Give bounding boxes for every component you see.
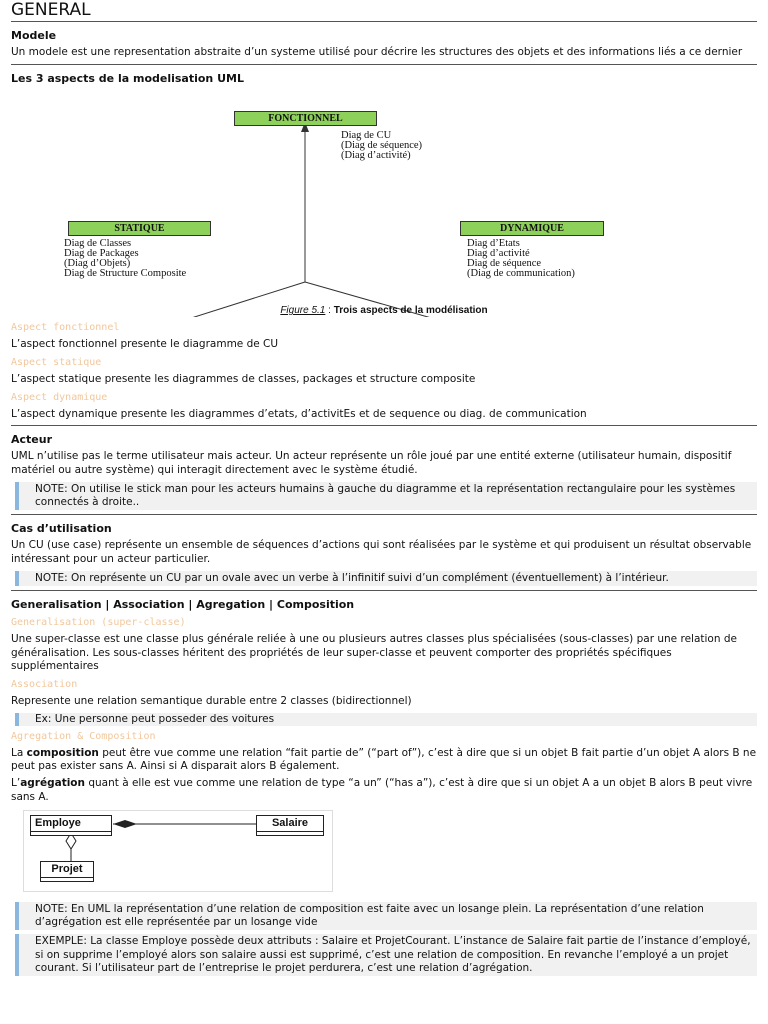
diagram-connectors bbox=[0, 89, 768, 317]
association-text: Represente une relation semantique durable entre 2 classes (bidirectionnel) bbox=[11, 694, 412, 707]
dynamique-item: Diag de séquence bbox=[467, 258, 542, 270]
dynamique-list bbox=[467, 239, 575, 279]
statique-item: Diag de Classes bbox=[64, 238, 132, 250]
fonctionnel-item: Diag de CU bbox=[341, 130, 392, 142]
modele-text: Un modele est une representation abstraite d’un systeme utilisé pour décrire les structures des objets et des informations liés a ce dernier bbox=[11, 46, 743, 59]
uml-projet-class: Projet bbox=[40, 861, 94, 881]
uml-class-diagram bbox=[23, 810, 333, 892]
association-example: Ex: Une personne peut posseder des voitures bbox=[15, 713, 757, 726]
cas-note: NOTE: On représente un CU par un ovale avec un verbe à l’infinitif suivi d’un complément (éventuellement) à l’intérieur. bbox=[15, 571, 757, 586]
agregation-term: agrégation bbox=[20, 776, 85, 789]
statique-box: STATIQUE bbox=[68, 221, 211, 236]
uml-note: NOTE: En UML la représentation d’une relation de composition est faite avec un losange plein. La représentation d’une relation d’agrégation est elle représentée par un losange vide bbox=[15, 902, 757, 930]
figure-caption: Figure 5.1 : Trois aspects de la modélisation bbox=[280, 305, 488, 317]
uml-salaire-class: Salaire bbox=[256, 815, 324, 835]
association-title: Association bbox=[11, 678, 78, 690]
modele-heading: Modele bbox=[11, 29, 57, 42]
acteur-heading: Acteur bbox=[11, 433, 53, 447]
divider bbox=[11, 590, 757, 591]
aspects-diagram bbox=[0, 89, 768, 317]
aspect-statique-title: Aspect statique bbox=[11, 356, 102, 368]
relations-heading: Generalisation | Association | Agregation | Composition bbox=[11, 597, 355, 611]
agregation-text: L’agrégation quant à elle est vue comme une relation de type “a un” (“has a”), c’est à dire que si un objet A a un objet B alors B peut vivre sans A. bbox=[11, 776, 753, 803]
page-title: GENERAL bbox=[11, 0, 757, 22]
fonctionnel-item: (Diag de séquence) bbox=[341, 140, 423, 152]
composition-text: La composition peut être vue comme une relation “fait partie de” (“part of”), c’est à dire que si un objet B fait partie d’un objet A alors B ne peut pas exister sans A. Ainsi si A disparait alors B également. bbox=[11, 746, 757, 773]
generalisation-title: Generalisation (super-classe) bbox=[11, 616, 186, 628]
divider bbox=[11, 64, 757, 65]
aspect-dynamique-text: L’aspect dynamique presente les diagrammes d’etats, d’activitEs et de sequence ou diag. de communication bbox=[11, 407, 587, 420]
fonctionnel-box: FONCTIONNEL bbox=[234, 111, 377, 126]
generalisation-text: Une super-classe est une classe plus générale reliée à une ou plusieurs autres classes plus spécialisées (sous-classes) par une relation de généralisation. Les sous-classes héritent des propriétés de leur super-classe et peuvent comporter des propriétés spécifiques supplémentaires bbox=[11, 632, 737, 673]
aspect-dynamique-title: Aspect dynamique bbox=[11, 391, 108, 403]
statique-item: Diag de Structure Composite bbox=[64, 268, 187, 280]
statique-list bbox=[64, 239, 186, 279]
cas-text: Un CU (use case) représente un ensemble de séquences d’actions qui sont réalisées par le système et qui produisent un résultat observable intéressant pour un acteur particulier. bbox=[11, 539, 752, 565]
aspect-fonctionnel-text: L’aspect fonctionnel presente le diagramme de CU bbox=[11, 338, 279, 351]
fonctionnel-item: (Diag d’activité) bbox=[341, 150, 411, 162]
dynamique-item: Diag d’Etats bbox=[467, 238, 520, 250]
dynamique-item: Diag d’activité bbox=[467, 248, 530, 260]
uml-employe-class: Employe bbox=[30, 815, 112, 835]
fonctionnel-list bbox=[341, 131, 422, 161]
aggregation-diamond-icon bbox=[66, 833, 76, 849]
caption-ref: Figure 5.1 bbox=[280, 305, 326, 317]
acteur-note: NOTE: On utilise le stick man pour les acteurs humains à gauche du diagramme et la représentation rectangulaire pour les systèmes connectés à droite.. bbox=[15, 482, 757, 510]
aspect-statique-text: L’aspect statique presente les diagrammes de classes, packages et structure composite bbox=[11, 372, 476, 385]
uml-example: EXEMPLE: La classe Employe possède deux attributs : Salaire et ProjetCourant. L’instance de Salaire fait partie de l’instance d’employé, si on supprime l’employé alors son salaire aussi est supprimé, c’est une relation de composition. En revanche l’employé a un projet courant. Si l’utilisateur part de l’entreprise le projet perdurera, c’est une relation d’agrégation. bbox=[15, 934, 757, 975]
dynamique-item: (Diag de communication) bbox=[467, 268, 575, 280]
dynamique-box: DYNAMIQUE bbox=[460, 221, 604, 236]
composition-diamond-icon bbox=[113, 820, 137, 828]
cas-heading: Cas d’utilisation bbox=[11, 521, 112, 535]
composition-term: composition bbox=[26, 746, 99, 759]
divider bbox=[11, 425, 757, 426]
agregation-title: Agregation & Composition bbox=[11, 730, 156, 742]
caption-text: Trois aspects de la modélisation bbox=[333, 305, 488, 317]
divider bbox=[11, 514, 757, 515]
acteur-text: UML n’utilise pas le terme utilisateur mais acteur. Un acteur représente un rôle joué par une entité externe (utilisateur humain, dispositif matériel ou autre système) qui interagit directement avec le système étudié. bbox=[11, 450, 732, 477]
aspects-heading: Les 3 aspects de la modelisation UML bbox=[11, 71, 244, 85]
statique-item: (Diag d’Objets) bbox=[64, 258, 131, 270]
statique-item: Diag de Packages bbox=[64, 248, 139, 260]
aspect-fonctionnel-title: Aspect fonctionnel bbox=[11, 322, 120, 334]
